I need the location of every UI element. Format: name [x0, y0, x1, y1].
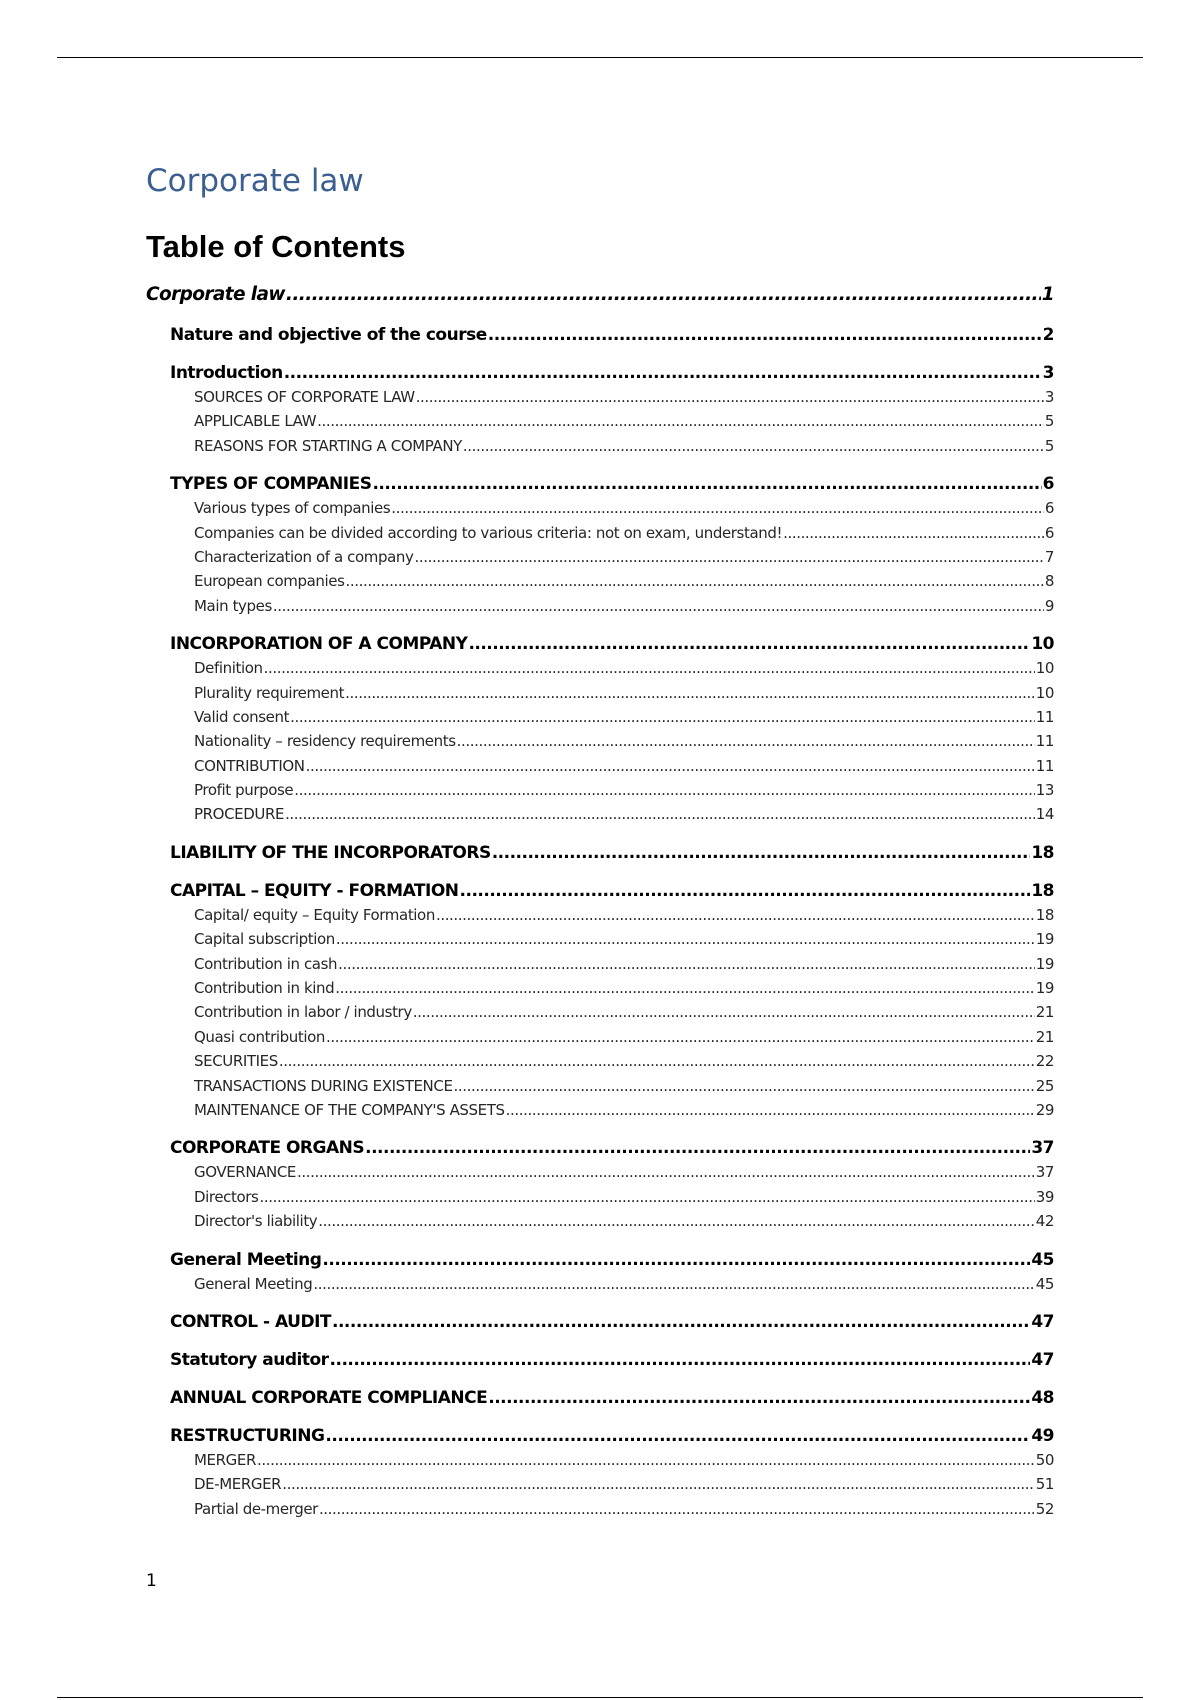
toc-entry-title: Definition: [194, 659, 263, 678]
toc-entry-title: Corporate law: [146, 284, 285, 305]
toc-entry-level-3[interactable]: [146, 754, 1054, 778]
toc-dot-leader: [306, 754, 1035, 778]
toc-entry-page-number: 37: [1031, 1138, 1054, 1159]
toc-entry-level-3[interactable]: [146, 1160, 1054, 1184]
document-title: Corporate law: [146, 163, 364, 199]
toc-entry-level-2[interactable]: [146, 1136, 1054, 1160]
toc-entry-page-number: 48: [1031, 1387, 1054, 1408]
toc-entry-level-2[interactable]: [146, 879, 1054, 903]
toc-entry-page-number: 10: [1035, 683, 1054, 702]
toc-entry-level-3[interactable]: [146, 496, 1054, 520]
toc-entry-level-3[interactable]: [146, 409, 1054, 433]
toc-entry-title: Nature and objective of the course: [170, 325, 487, 345]
toc-entry-page-number: 21: [1035, 1003, 1054, 1022]
toc-dot-leader: [257, 1448, 1035, 1472]
toc-dot-leader: [345, 569, 1043, 593]
toc-entry-page-number: 13: [1035, 781, 1054, 800]
toc-entry-page-number: 2: [1042, 325, 1054, 345]
toc-entry-level-3[interactable]: [146, 1448, 1054, 1472]
toc-dot-leader: [319, 1497, 1035, 1521]
toc-entry-title: TRANSACTIONS DURING EXISTENCE: [194, 1076, 453, 1095]
toc-entry-page-number: 39: [1035, 1187, 1054, 1206]
toc-dot-leader: [506, 1098, 1035, 1122]
header-rule: [57, 57, 1143, 58]
toc-entry-level-3[interactable]: [146, 1000, 1054, 1024]
toc-entry-title: General Meeting: [170, 1249, 322, 1270]
toc-dot-leader: [488, 1386, 1030, 1410]
toc-entry-page-number: 9: [1044, 596, 1054, 615]
toc-entry-level-3[interactable]: [146, 1098, 1054, 1122]
toc-entry-title: GOVERNANCE: [194, 1163, 296, 1182]
toc-entry-title: Director's liability: [194, 1212, 318, 1231]
toc-entry-level-3[interactable]: [146, 656, 1054, 680]
toc-entry-page-number: 50: [1035, 1450, 1054, 1469]
toc-entry-level-3[interactable]: [146, 569, 1054, 593]
toc-entry-level-3[interactable]: [146, 434, 1054, 458]
toc-entry-page-number: 7: [1044, 547, 1054, 566]
toc-entry-level-3[interactable]: [146, 903, 1054, 927]
toc-dot-leader: [391, 496, 1044, 520]
toc-entry-level-3[interactable]: [146, 952, 1054, 976]
toc-entry-page-number: 37: [1035, 1163, 1054, 1182]
toc-dot-leader: [326, 1025, 1035, 1049]
toc-dot-leader: [285, 802, 1035, 826]
toc-heading: Table of Contents: [146, 229, 406, 264]
toc-entry-level-2[interactable]: [146, 472, 1054, 496]
toc-entry-level-2[interactable]: [146, 1386, 1054, 1410]
toc-dot-leader: [259, 1185, 1034, 1209]
toc-dot-leader: [468, 632, 1030, 656]
toc-entry-title: CONTROL - AUDIT: [170, 1311, 331, 1332]
toc-entry-level-2[interactable]: [146, 841, 1054, 865]
toc-entry-title: ANNUAL CORPORATE COMPLIANCE: [170, 1387, 488, 1408]
toc-entry-level-2[interactable]: [146, 1248, 1054, 1272]
toc-entry-page-number: 5: [1044, 412, 1054, 431]
toc-entry-page-number: 5: [1044, 436, 1054, 455]
toc-entry-level-3[interactable]: [146, 545, 1054, 569]
toc-entry-page-number: 11: [1035, 756, 1054, 775]
toc-entry-level-2[interactable]: [146, 1348, 1054, 1372]
toc-entry-title: Characterization of a company: [194, 547, 414, 566]
toc-entry-level-3[interactable]: [146, 1185, 1054, 1209]
toc-entry-page-number: 47: [1031, 1311, 1054, 1332]
toc-entry-title: RESTRUCTURING: [170, 1425, 325, 1446]
toc-entry-page-number: 3: [1042, 363, 1054, 383]
toc-entry-title: Contribution in labor / industry: [194, 1003, 412, 1022]
toc-entry-level-3[interactable]: [146, 1074, 1054, 1098]
toc-entry-page-number: 8: [1044, 572, 1054, 591]
toc-dot-leader: [783, 521, 1044, 545]
toc-entry-title: CAPITAL – EQUITY - FORMATION: [170, 880, 459, 901]
toc-dot-leader: [436, 903, 1035, 927]
toc-entry-level-2[interactable]: [146, 323, 1054, 347]
toc-entry-title: Partial de-merger: [194, 1499, 318, 1518]
toc-dot-leader: [286, 283, 1041, 307]
toc-entry-title: APPLICABLE LAW: [194, 412, 317, 431]
toc-entry-title: PROCEDURE: [194, 805, 285, 824]
toc-entry-title: Main types: [194, 596, 272, 615]
toc-entry-title: Plurality requirement: [194, 683, 345, 702]
toc-entry-page-number: 42: [1035, 1212, 1054, 1231]
toc-entry-page-number: 29: [1035, 1100, 1054, 1119]
toc-entry-page-number: 19: [1035, 954, 1054, 973]
toc-entry-page-number: 19: [1035, 930, 1054, 949]
toc-entry-level-2[interactable]: [146, 361, 1054, 385]
toc-dot-leader: [273, 594, 1044, 618]
toc-entry-level-2[interactable]: [146, 1310, 1054, 1334]
toc-entry-level-3[interactable]: [146, 1272, 1054, 1296]
toc-entry-title: General Meeting: [194, 1274, 313, 1293]
toc-dot-leader: [297, 1160, 1035, 1184]
toc-entry-page-number: 52: [1035, 1499, 1054, 1518]
toc-entry-level-3[interactable]: [146, 976, 1054, 1000]
toc-entry-title: DE-MERGER: [194, 1475, 282, 1494]
toc-entry-title: LIABILITY OF THE INCORPORATORS: [170, 842, 491, 863]
toc-entry-level-3[interactable]: [146, 681, 1054, 705]
toc-dot-leader: [317, 409, 1044, 433]
toc-entry-page-number: 6: [1044, 499, 1054, 518]
toc-entry-page-number: 6: [1042, 474, 1054, 495]
toc-dot-leader: [463, 434, 1044, 458]
toc-entry-page-number: 22: [1035, 1052, 1054, 1071]
toc-entry-level-3[interactable]: [146, 1049, 1054, 1073]
toc-dot-leader: [325, 1424, 1030, 1448]
toc-dot-leader: [290, 705, 1035, 729]
toc-entry-title: Contribution in kind: [194, 979, 335, 998]
table-of-contents: [146, 283, 1054, 1521]
toc-dot-leader: [416, 385, 1044, 409]
toc-entry-title: Profit purpose: [194, 781, 294, 800]
toc-entry-title: Statutory auditor: [170, 1349, 329, 1370]
toc-entry-level-3[interactable]: [146, 521, 1054, 545]
toc-entry-page-number: 19: [1035, 979, 1054, 998]
toc-dot-leader: [322, 1248, 1030, 1272]
toc-dot-leader: [335, 976, 1034, 1000]
toc-entry-page-number: 49: [1031, 1425, 1054, 1446]
toc-entry-title: REASONS FOR STARTING A COMPANY: [194, 436, 462, 455]
toc-entry-title: Various types of companies: [194, 499, 391, 518]
toc-dot-leader: [345, 681, 1035, 705]
toc-entry-page-number: 11: [1035, 707, 1054, 726]
footer-rule: [57, 1697, 1143, 1698]
toc-entry-page-number: 47: [1031, 1349, 1054, 1370]
toc-dot-leader: [372, 472, 1041, 496]
toc-dot-leader: [365, 1136, 1030, 1160]
toc-entry-title: Quasi contribution: [194, 1027, 325, 1046]
toc-dot-leader: [488, 323, 1042, 347]
toc-entry-page-number: 18: [1035, 905, 1054, 924]
toc-entry-page-number: 11: [1035, 732, 1054, 751]
toc-entry-level-3[interactable]: [146, 594, 1054, 618]
toc-dot-leader: [313, 1272, 1034, 1296]
toc-dot-leader: [415, 545, 1044, 569]
toc-entry-level-3[interactable]: [146, 1025, 1054, 1049]
toc-entry-level-3[interactable]: [146, 1209, 1054, 1233]
toc-entry-level-3[interactable]: [146, 729, 1054, 753]
toc-dot-leader: [492, 841, 1031, 865]
toc-dot-leader: [284, 361, 1042, 385]
toc-entry-level-3[interactable]: [146, 802, 1054, 826]
toc-dot-leader: [318, 1209, 1034, 1233]
toc-entry-level-3[interactable]: [146, 1472, 1054, 1496]
toc-entry-level-3[interactable]: [146, 385, 1054, 409]
page-number: 1: [146, 1571, 157, 1591]
toc-entry-title: TYPES OF COMPANIES: [170, 474, 372, 495]
toc-entry-level-2[interactable]: [146, 632, 1054, 656]
toc-entry-title: Contribution in cash: [194, 954, 338, 973]
toc-entry-page-number: 51: [1035, 1475, 1054, 1494]
toc-entry-title: Nationality – residency requirements: [194, 732, 456, 751]
toc-entry-page-number: 21: [1035, 1027, 1054, 1046]
toc-dot-leader: [330, 1348, 1031, 1372]
toc-entry-title: SECURITIES: [194, 1052, 278, 1071]
toc-dot-leader: [457, 729, 1035, 753]
toc-dot-leader: [336, 927, 1035, 951]
toc-entry-level-3[interactable]: [146, 705, 1054, 729]
toc-entry-page-number: 18: [1031, 880, 1054, 901]
toc-entry-title: MAINTENANCE OF THE COMPANY'S ASSETS: [194, 1100, 505, 1119]
toc-entry-level-2[interactable]: [146, 1424, 1054, 1448]
toc-entry-page-number: 14: [1035, 805, 1054, 824]
toc-dot-leader: [294, 778, 1034, 802]
toc-entry-level-3[interactable]: [146, 927, 1054, 951]
toc-entry-page-number: 18: [1031, 842, 1054, 863]
toc-entry-level-1[interactable]: [146, 283, 1054, 307]
toc-dot-leader: [454, 1074, 1035, 1098]
toc-dot-leader: [279, 1049, 1035, 1073]
toc-dot-leader: [264, 656, 1035, 680]
toc-entry-page-number: 10: [1031, 634, 1054, 655]
toc-entry-title: Directors: [194, 1187, 259, 1206]
toc-entry-title: Valid consent: [194, 707, 290, 726]
toc-entry-page-number: 3: [1044, 388, 1054, 406]
toc-entry-page-number: 10: [1035, 659, 1054, 678]
toc-entry-title: Capital subscription: [194, 930, 335, 949]
toc-entry-title: European companies: [194, 572, 345, 591]
toc-entry-title: MERGER: [194, 1450, 256, 1469]
toc-entry-title: SOURCES OF CORPORATE LAW: [194, 388, 415, 406]
toc-entry-level-3[interactable]: [146, 1497, 1054, 1521]
toc-dot-leader: [413, 1000, 1035, 1024]
toc-entry-level-3[interactable]: [146, 778, 1054, 802]
toc-entry-title: Introduction: [170, 363, 283, 383]
toc-entry-page-number: 25: [1035, 1076, 1054, 1095]
toc-entry-title: CORPORATE ORGANS: [170, 1138, 365, 1159]
toc-entry-title: Capital/ equity – Equity Formation: [194, 905, 435, 924]
toc-entry-title: INCORPORATION OF A COMPANY: [170, 634, 468, 655]
toc-entry-page-number: 45: [1035, 1274, 1054, 1293]
toc-entry-title: Companies can be divided according to various criteria: not on exam, understand!: [194, 523, 783, 542]
toc-dot-leader: [282, 1472, 1034, 1496]
toc-dot-leader: [332, 1310, 1030, 1334]
toc-entry-page-number: 6: [1044, 523, 1054, 542]
toc-dot-leader: [460, 879, 1031, 903]
toc-entry-page-number: 45: [1031, 1249, 1054, 1270]
toc-entry-title: CONTRIBUTION: [194, 756, 305, 775]
toc-entry-page-number: 1: [1041, 284, 1054, 305]
toc-dot-leader: [338, 952, 1035, 976]
